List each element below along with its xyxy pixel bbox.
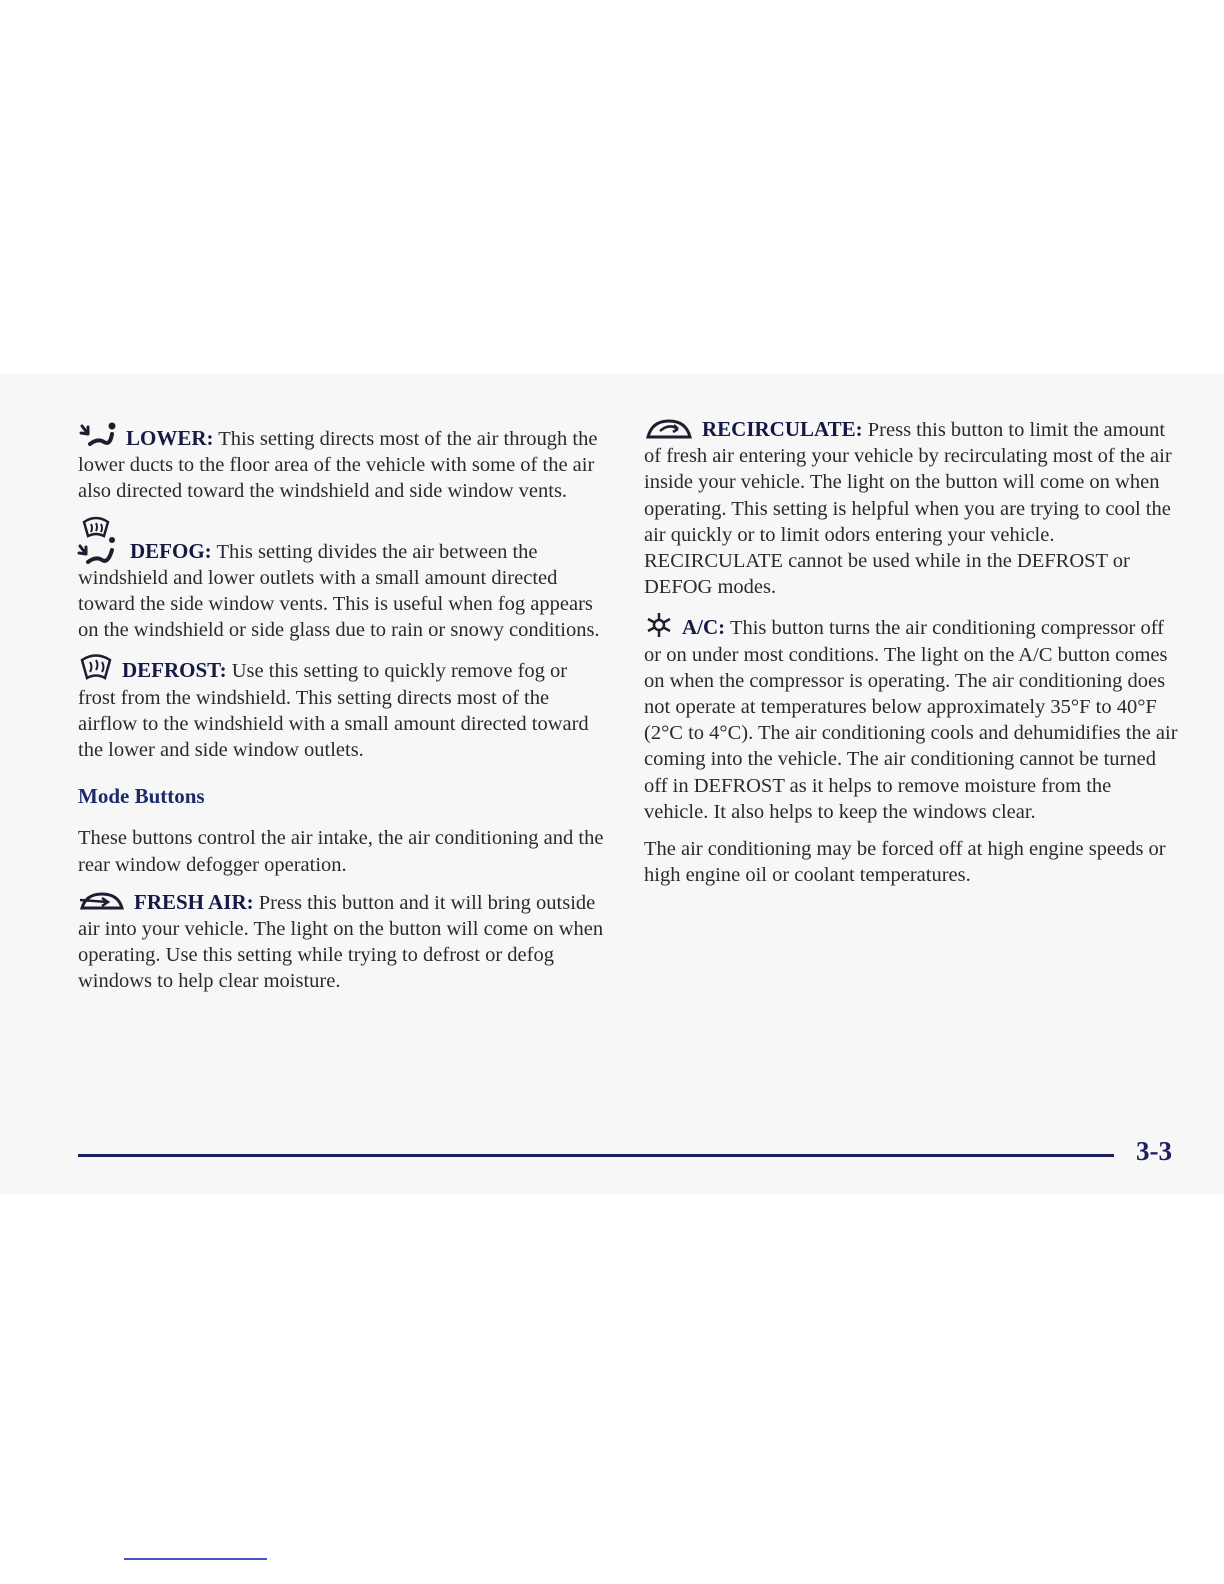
- recirculate-term: RECIRCULATE:: [702, 417, 863, 441]
- ac-text: This button turns the air conditioning compressor off or on under most conditions. The light on the A/C button comes on when the compressor is operating. The air conditioning does not operate at temperatures below approximately 35°F to 40°F (2°C to 4°C). The air conditioning cools and dehumidifies the air coming into the vehicle. The air conditioning cannot be turned off in DEFROST as it helps to remove moisture from the vehicle. It also helps to keep the windows clear.: [644, 617, 1178, 823]
- fresh-air-text: Press this button and it will bring outside air into your vehicle. The light on the button will come on when operating. Use this setting while trying to defrost or defog windows to help clear moisture.: [78, 891, 604, 993]
- ac-term: A/C:: [682, 615, 726, 640]
- decorative-underline: [124, 1558, 267, 1560]
- high-speed-note: The air conditioning may be forced off at high engine speeds or high engine oil or coolant temperatures.: [644, 838, 1166, 887]
- mode-intro-paragraph: These buttons control the air intake, the air conditioning and the rear window defogger operation.: [78, 827, 604, 876]
- lower-text: This setting directs most of the air through the lower ducts to the floor area of the vehicle with some of the air also directed toward the windshield and side window vents.: [78, 428, 598, 503]
- recirculate-paragraph: [644, 416, 1180, 600]
- defrost-paragraph: [78, 654, 606, 763]
- fresh-air-term: FRESH AIR:: [134, 889, 254, 914]
- lower-term: LOWER:: [126, 426, 214, 450]
- defog-text: This setting divides the air between the windshield and lower outlets with a small amount directed toward the side window vents. This is useful when fog appears on the windshield or side glass due to rain or snowy conditions.: [78, 540, 600, 642]
- defog-term: DEFOG:: [130, 538, 212, 563]
- page-number: 3-3: [1136, 1136, 1172, 1166]
- left-column: [78, 420, 606, 1006]
- defog-paragraph: [78, 516, 606, 644]
- fresh-air-icon: [78, 890, 126, 914]
- fresh-air-paragraph: [78, 889, 606, 995]
- right-column: [644, 416, 1180, 899]
- defrost-icon: [78, 654, 114, 682]
- lower-vent-icon: [78, 420, 118, 450]
- lower-paragraph: [78, 420, 606, 505]
- recirculate-icon: [644, 417, 694, 441]
- mode-buttons-heading: Mode Buttons: [78, 784, 205, 809]
- ac-paragraph: [644, 611, 1180, 825]
- recirculate-text: Press this button to limit the amount of fresh air entering your vehicle by recirculating most of the air inside your vehicle. The light on the button will come on when operating. This setting is helpful when you are trying to cool the air quickly or to limit odors entering your vehicle. RECIRCULATE cannot be used while in the DEFROST or DEFOG modes.: [644, 419, 1172, 599]
- snowflake-icon: [644, 611, 674, 639]
- defog-icon: [76, 516, 122, 573]
- footer-divider: [78, 1154, 1114, 1157]
- defrost-term: DEFROST:: [122, 658, 227, 683]
- defrost-text: Use this setting to quickly remove fog or frost from the windshield. This setting directs most of the airflow to the windshield with a small amount directed toward the lower and side window outlets.: [78, 660, 589, 762]
